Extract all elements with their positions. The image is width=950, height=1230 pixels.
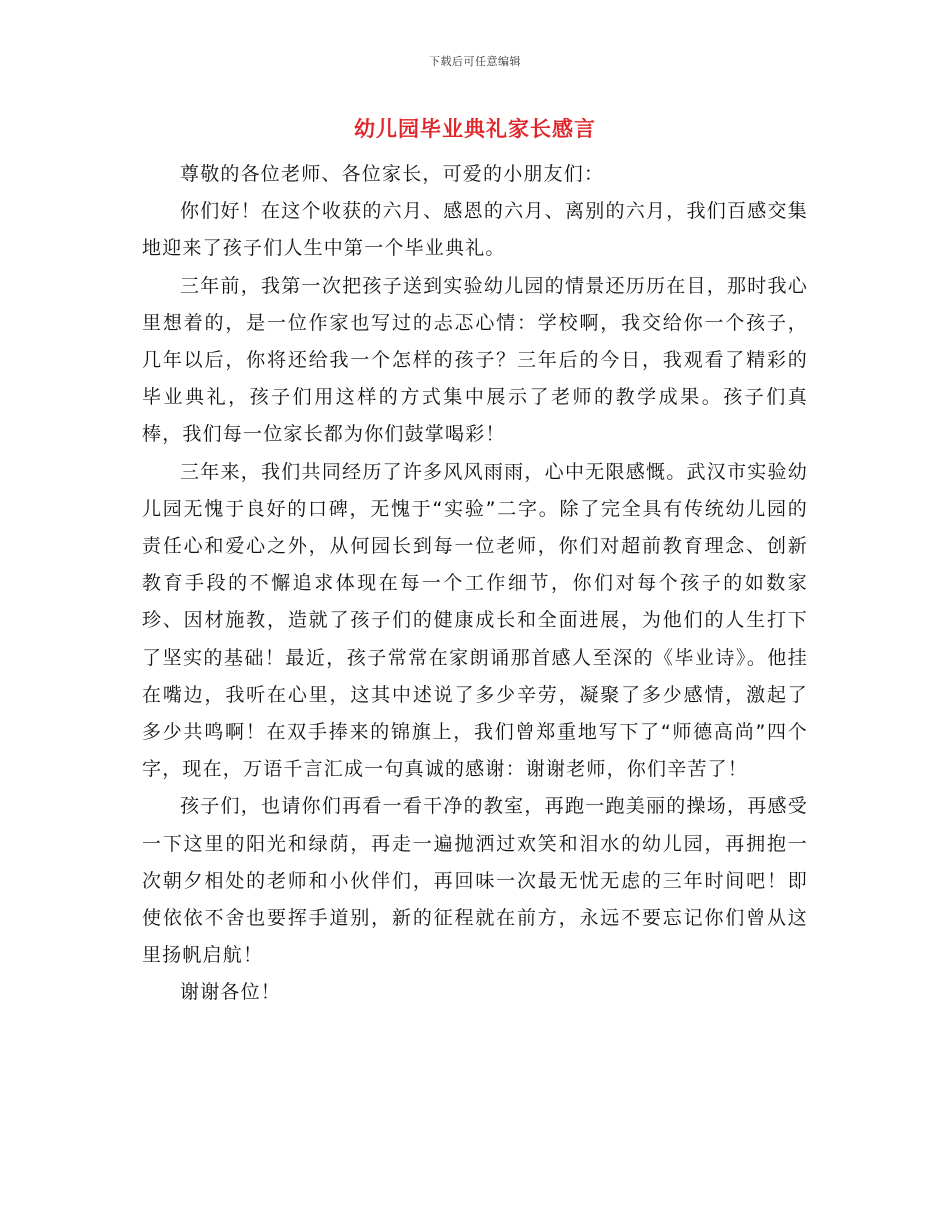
document-body: [142, 156, 808, 1012]
paragraph-memory: 三年前，我第一次把孩子送到实验幼儿园的情景还历历在目，那时我心里想着的，是一位作家也写过的忐忑心情：学校啊，我交给你一个孩子，几年以后，你将还给我一个怎样的孩子？三年后的今日，我观看了精彩的毕业典礼，孩子们用这样的方式集中展示了老师的教学成果。孩子们真棒，我们每一位家长都为你们鼓掌喝彩！: [142, 274, 808, 446]
paragraph-children: 孩子们，也请你们再看一看干净的教室，再跑一跑美丽的操场，再感受一下这里的阳光和绿荫，再走一遍抛洒过欢笑和泪水的幼儿园，再拥抱一次朝夕相处的老师和小伙伴们，再回味一次最无忧无虑的三年时间吧！即使依依不舍也要挥手道别，新的征程就在前方，永远不要忘记你们曾从这里扬帆启航！: [142, 795, 808, 967]
paragraph-greeting: 尊敬的各位老师、各位家长，可爱的小朋友们：: [180, 163, 605, 185]
paragraph-closing: 谢谢各位！: [180, 981, 282, 1004]
paragraph-opening: 你们好！在这个收获的六月、感恩的六月、离别的六月，我们百感交集地迎来了孩子们人生中第一个毕业典礼。: [142, 200, 808, 260]
document-title: 幼儿园毕业典礼家长感言: [354, 117, 596, 141]
paragraph-gratitude: 三年来，我们共同经历了许多风风雨雨，心中无限感慨。武汉市实验幼儿园无愧于良好的口碑，无愧于“实验”二字。除了完全具有传统幼儿园的责任心和爱心之外，从何园长到每一位老师，你们对超前教育理念、创新教育手段的不懈追求体现在每一个工作细节，你们对每个孩子的如数家珍、因材施教，造就了孩子们的健康成长和全面进展，为他们的人生打下了坚实的基础！最近，孩子常常在家朗诵那首感人至深的《毕业诗》。他挂在嘴边，我听在心里，这其中述说了多少辛劳，凝聚了多少感情，激起了多少共鸣啊！在双手捧来的锦旗上，我们曾郑重地写下了“师德高尚”四个字，现在，万语千言汇成一句真诚的感谢：谢谢老师，你们辛苦了！: [142, 460, 808, 781]
header-note: 下载后可任意编辑: [429, 55, 521, 68]
